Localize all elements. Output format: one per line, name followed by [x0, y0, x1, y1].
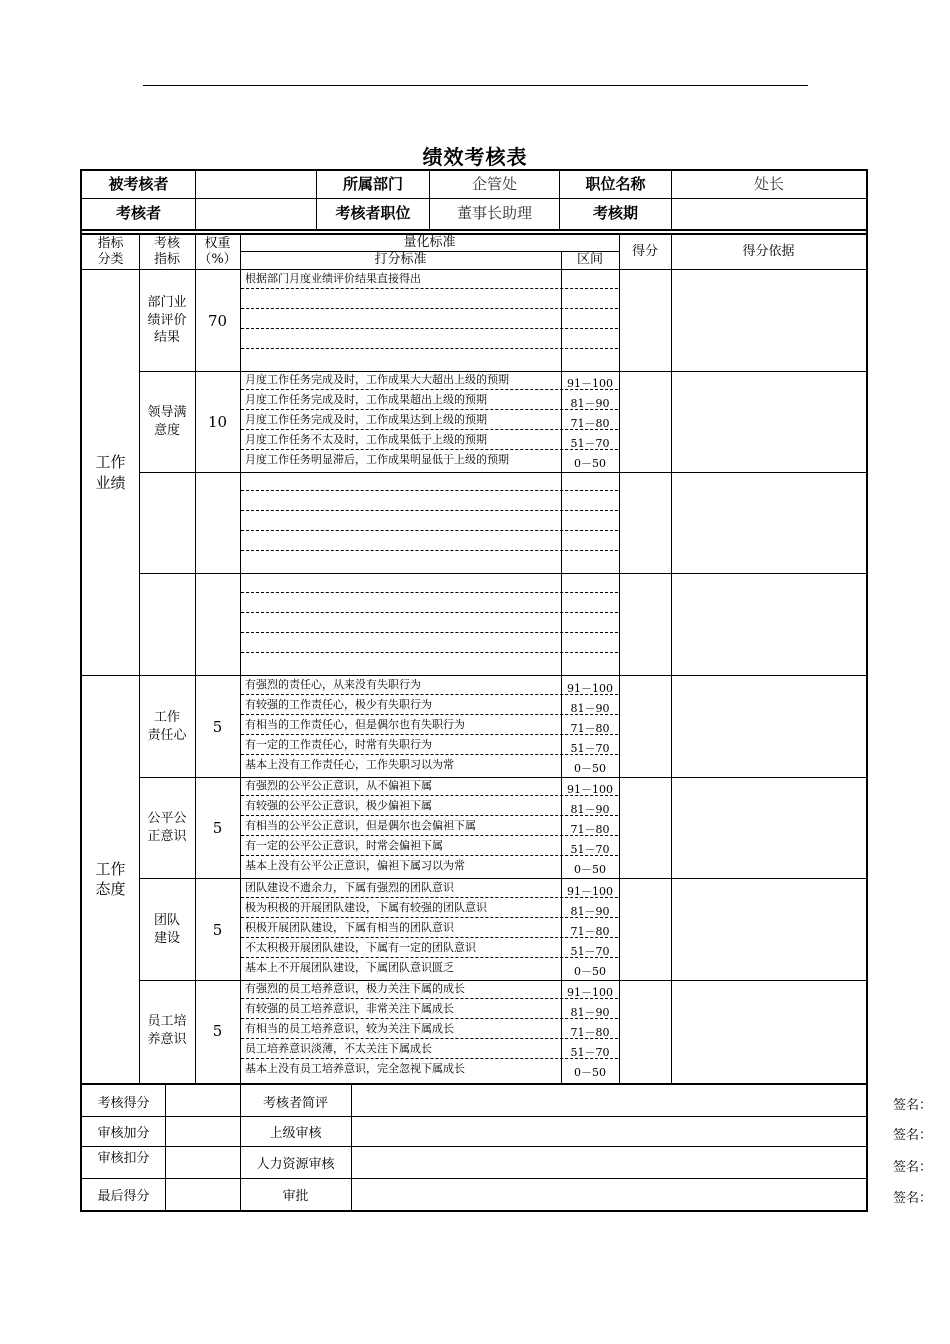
- range-1-1: 81－90: [570, 397, 610, 410]
- basis-cell-0[interactable]: [672, 270, 866, 371]
- criterion-dash-5-3: [241, 855, 618, 856]
- basis-cell-7[interactable]: [672, 980, 866, 1081]
- col-weight: 权重 （%）: [198, 236, 237, 267]
- criterion-5-0: 有强烈的公平公正意识，从不偏袒下属: [245, 779, 432, 792]
- indicator-weight-1: 10: [207, 412, 228, 431]
- score-cell-7[interactable]: [620, 980, 671, 1081]
- footer-left-1: 审核加分: [97, 1126, 150, 1141]
- footer-v3: [351, 1085, 352, 1210]
- assessee-label: 被考核者: [108, 174, 169, 193]
- criterion-dash-0-3: [241, 348, 618, 349]
- footer-sign-0: 签名：: [892, 1098, 932, 1113]
- col-scoring: 打分标准: [374, 252, 427, 268]
- footer-sign-3: 签名：: [892, 1191, 932, 1206]
- criterion-7-4: 基本上没有员工培养意识，完全忽视下属成长: [245, 1062, 465, 1075]
- criterion-dash-3-2: [241, 632, 618, 633]
- indicator-name-1: 领导满 意度: [147, 404, 187, 438]
- criterion-dash-2-2: [241, 530, 618, 531]
- indicator-weight-0: 70: [207, 311, 228, 330]
- indicator-name-3: [139, 574, 195, 675]
- score-cell-2[interactable]: [620, 472, 671, 573]
- range-1-3: 51－70: [570, 437, 610, 450]
- range-5-1: 81－90: [570, 803, 610, 816]
- criterion-dash-4-0: [241, 694, 618, 695]
- basis-cell-5[interactable]: [672, 777, 866, 878]
- criterion-7-3: 员工培养意识淡薄，不太关注下属成长: [245, 1042, 432, 1055]
- criterion-dash-4-1: [241, 714, 618, 715]
- criterion-dash-1-0: [241, 389, 618, 390]
- criterion-dash-4-2: [241, 734, 618, 735]
- criterion-4-2: 有相当的工作责任心，但是偶尔也有失职行为: [245, 718, 465, 731]
- range-6-3: 51－70: [570, 945, 610, 958]
- criterion-4-3: 有一定的工作责任心，时常有失职行为: [245, 738, 432, 751]
- criterion-1-0: 月度工作任务完成及时，工作成果大大超出上级的预期: [245, 373, 509, 386]
- criterion-dash-1-2: [241, 429, 618, 430]
- indicator-name-7: 员工培 养意识: [147, 1013, 187, 1047]
- criterion-7-1: 有较强的员工培养意识，非常关注下属成长: [245, 1002, 454, 1015]
- range-4-1: 81－90: [570, 702, 610, 715]
- criterion-dash-3-3: [241, 652, 618, 653]
- criterion-1-2: 月度工作任务完成及时，工作成果达到上级的预期: [245, 413, 487, 426]
- col-basis: 得分依据: [742, 243, 795, 259]
- criterion-7-0: 有强烈的员工培养意识，极力关注下属的成长: [245, 982, 465, 995]
- footer-v1: [165, 1085, 166, 1210]
- criterion-7-2: 有相当的员工培养意识，较为关注下属成长: [245, 1022, 454, 1035]
- range-6-1: 81－90: [570, 905, 610, 918]
- col-indicator: 考核 指标: [153, 236, 180, 267]
- v-line-quant: [240, 233, 241, 1083]
- criterion-dash-6-1: [241, 917, 618, 918]
- criterion-dash-1-1: [241, 409, 618, 410]
- criterion-dash-7-1: [241, 1018, 618, 1019]
- range-5-2: 71－80: [570, 823, 610, 836]
- col-score: 得分: [631, 243, 658, 259]
- criterion-dash-7-3: [241, 1058, 618, 1059]
- range-5-4: 0－50: [574, 863, 606, 876]
- footer-h2: [82, 1146, 866, 1147]
- criterion-5-2: 有相当的公平公正意识，但是偶尔也会偏袒下属: [245, 819, 476, 832]
- basis-cell-4[interactable]: [672, 676, 866, 777]
- criterion-5-3: 有一定的公平公正意识，时常会偏袒下属: [245, 839, 443, 852]
- v-line-range: [561, 251, 562, 1083]
- header-bottom-rule: [82, 229, 866, 231]
- score-cell-1[interactable]: [620, 371, 671, 472]
- category-performance: 工作 业绩: [95, 453, 126, 492]
- footer-mid-3: 审批: [282, 1189, 309, 1204]
- dept-value[interactable]: 企管处: [429, 171, 559, 198]
- basis-cell-3[interactable]: [672, 574, 866, 675]
- col-range: 区间: [576, 252, 603, 268]
- assessor-value[interactable]: [195, 199, 316, 229]
- indicator-weight-4: 5: [212, 717, 223, 736]
- range-7-3: 51－70: [570, 1046, 610, 1059]
- criterion-dash-2-0: [241, 490, 618, 491]
- assessor-position-value[interactable]: 董事长助理: [429, 199, 559, 229]
- criterion-dash-7-2: [241, 1038, 618, 1039]
- range-1-2: 71－80: [570, 417, 610, 430]
- criterion-4-0: 有强烈的责任心，从来没有失职行为: [245, 678, 421, 691]
- footer-mid-0: 考核者简评: [262, 1095, 328, 1111]
- criterion-6-0: 团队建设不遗余力，下属有强烈的团队意识: [245, 881, 454, 894]
- criterion-dash-6-0: [241, 897, 618, 898]
- indicator-name-6: 团队 建设: [153, 912, 180, 946]
- criterion-dash-4-3: [241, 754, 618, 755]
- criterion-dash-5-2: [241, 835, 618, 836]
- range-4-4: 0－50: [574, 762, 606, 775]
- page-title: 绩效考核表: [422, 145, 528, 169]
- range-1-0: 91－100: [567, 377, 613, 390]
- footer-top-rule: [82, 1083, 866, 1085]
- range-5-0: 91－100: [567, 783, 613, 796]
- indicator-name-5: 公平公 正意识: [147, 810, 187, 844]
- criterion-6-2: 积极开展团队建设，下属有相当的团队意识: [245, 921, 454, 934]
- criterion-4-4: 基本上没有工作责任心，工作失职习以为常: [245, 758, 454, 771]
- range-6-4: 0－50: [574, 965, 606, 978]
- score-cell-5[interactable]: [620, 777, 671, 878]
- position-label: 职位名称: [559, 171, 671, 198]
- indicator-weight-6: 5: [212, 920, 223, 939]
- range-7-2: 71－80: [570, 1026, 610, 1039]
- range-7-0: 91－100: [567, 986, 613, 999]
- criterion-dash-7-0: [241, 998, 618, 999]
- footer-left-2: 审核扣分: [97, 1150, 150, 1166]
- criterion-dash-2-3: [241, 550, 618, 551]
- score-cell-0[interactable]: [620, 270, 671, 371]
- col-quant: 量化标准: [403, 234, 456, 250]
- criterion-dash-0-2: [241, 328, 618, 329]
- period-label: 考核期: [559, 199, 671, 229]
- indicator-weight-2: [195, 472, 240, 573]
- criterion-dash-2-1: [241, 510, 618, 511]
- criterion-1-1: 月度工作任务完成及时，工作成果超出上级的预期: [245, 393, 487, 406]
- score-cell-6[interactable]: [620, 879, 671, 980]
- indicator-weight-3: [195, 574, 240, 675]
- criterion-dash-1-3: [241, 449, 618, 450]
- criterion-5-1: 有较强的公平公正意识，极少偏袒下属: [245, 799, 432, 812]
- assessor-label: 考核者: [115, 204, 161, 223]
- footer-sign-2: 签名：: [892, 1160, 932, 1175]
- assessor-position-label: 考核者职位: [316, 199, 429, 229]
- category-attitude: 工作 态度: [95, 859, 126, 898]
- dept-label: 所属部门: [316, 171, 429, 198]
- indicator-name-0: 部门业 绩评价 结果: [147, 295, 187, 346]
- criterion-dash-3-1: [241, 612, 618, 613]
- range-4-2: 71－80: [570, 722, 610, 735]
- criterion-6-3: 不太积极开展团队建设，下属有一定的团队意识: [245, 941, 476, 954]
- criterion-6-4: 基本上不开展团队建设，下属团队意识匮乏: [245, 961, 454, 974]
- indicator-name-4: 工作 责任心: [147, 709, 187, 743]
- indicator-weight-7: 5: [212, 1021, 223, 1040]
- criterion-dash-6-2: [241, 937, 618, 938]
- range-6-2: 71－80: [570, 925, 610, 938]
- criterion-dash-0-0: [241, 288, 618, 289]
- range-1-4: 0－50: [574, 457, 606, 470]
- range-6-0: 91－100: [567, 885, 613, 898]
- criterion-dash-5-0: [241, 795, 618, 796]
- criterion-0-0: 根据部门月度业绩评价结果直接得出: [245, 272, 421, 285]
- footer-h1: [82, 1116, 866, 1117]
- range-5-3: 51－70: [570, 843, 610, 856]
- indicator-name-2: [139, 472, 195, 573]
- footer-left-0: 考核得分: [97, 1095, 150, 1111]
- criterion-dash-5-1: [241, 815, 618, 816]
- score-cell-4[interactable]: [620, 676, 671, 777]
- footer-left-3: 最后得分: [97, 1189, 150, 1204]
- criterion-1-4: 月度工作任务明显滞后，工作成果明显低于上级的预期: [245, 453, 509, 466]
- criterion-dash-6-3: [241, 957, 618, 958]
- footer-sign-1: 签名：: [892, 1128, 932, 1143]
- period-value[interactable]: [671, 199, 866, 229]
- top-rule: [143, 85, 808, 86]
- criterion-6-1: 极为积极的开展团队建设，下属有较强的团队意识: [245, 901, 487, 914]
- criterion-dash-0-1: [241, 308, 618, 309]
- col-category: 指标 分类: [97, 236, 124, 267]
- position-value[interactable]: 处长: [671, 171, 866, 198]
- criterion-dash-3-0: [241, 592, 618, 593]
- range-4-0: 91－100: [567, 682, 613, 695]
- basis-cell-2[interactable]: [672, 472, 866, 573]
- range-7-1: 81－90: [570, 1006, 610, 1019]
- footer-mid-1: 上级审核: [269, 1126, 322, 1141]
- criterion-1-3: 月度工作任务不太及时，工作成果低于上级的预期: [245, 433, 487, 446]
- assessee-value[interactable]: [195, 171, 316, 198]
- footer-mid-2: 人力资源审核: [256, 1157, 335, 1172]
- range-7-4: 0－50: [574, 1066, 606, 1079]
- criterion-5-4: 基本上没有公平公正意识，偏袒下属习以为常: [245, 859, 465, 872]
- basis-cell-6[interactable]: [672, 879, 866, 980]
- footer-h3: [82, 1178, 866, 1179]
- criterion-4-1: 有较强的工作责任心，极少有失职行为: [245, 698, 432, 711]
- score-cell-3[interactable]: [620, 574, 671, 675]
- range-4-3: 51－70: [570, 742, 610, 755]
- basis-cell-1[interactable]: [672, 371, 866, 472]
- indicator-weight-5: 5: [212, 818, 223, 837]
